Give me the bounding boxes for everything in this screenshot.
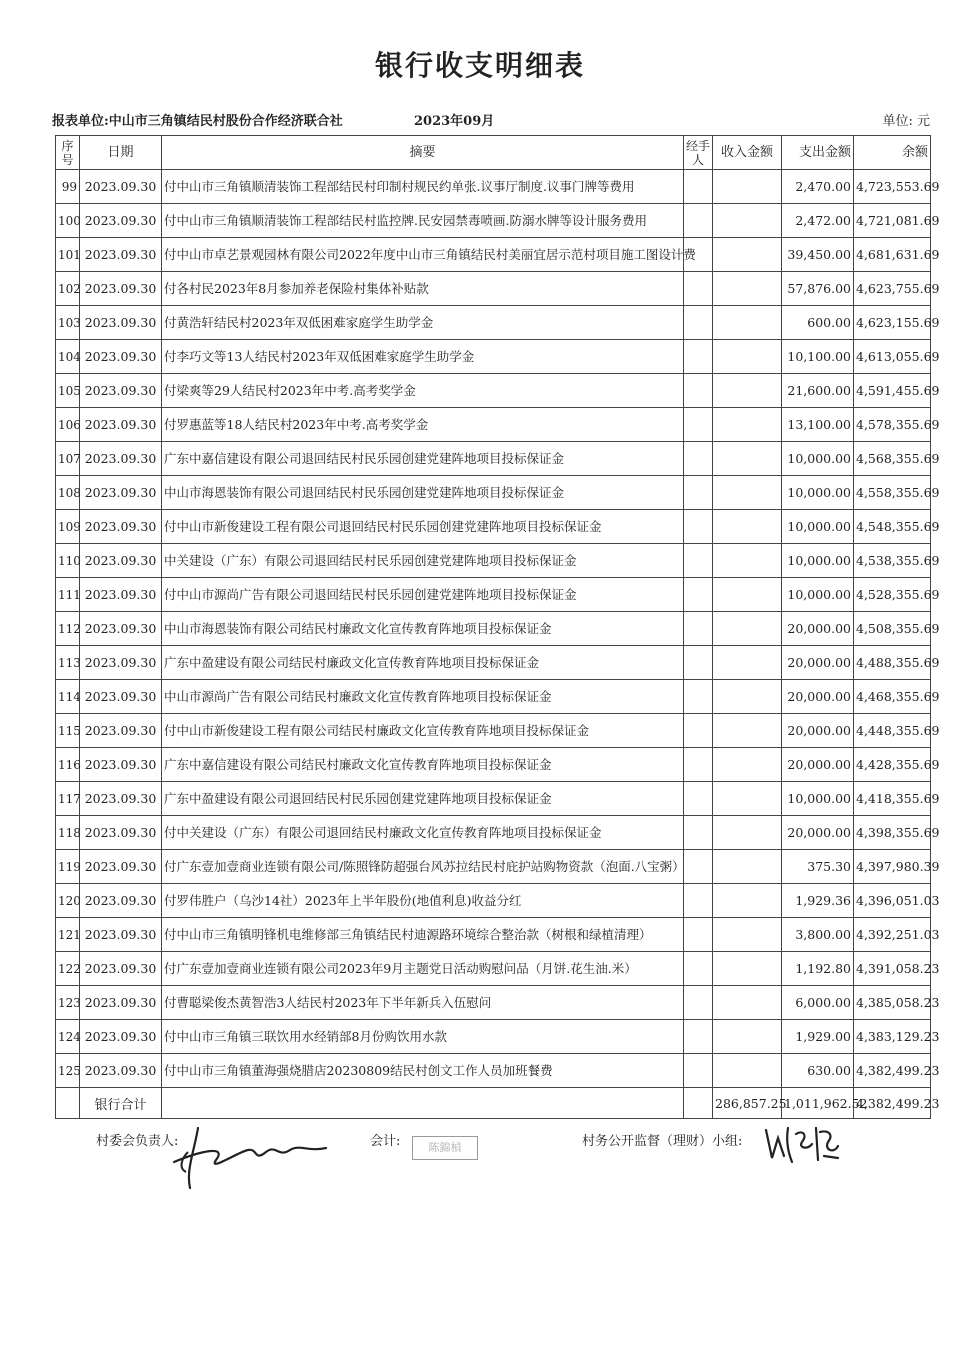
row-date: 2023.09.30 <box>80 340 162 374</box>
row-income <box>713 816 782 850</box>
row-date: 2023.09.30 <box>80 238 162 272</box>
row-seq: 110 <box>56 544 80 578</box>
row-expense: 630.00 <box>782 1054 854 1088</box>
table-row <box>56 170 931 204</box>
row-handler <box>684 850 713 884</box>
table-row <box>56 1054 931 1088</box>
row-date: 2023.09.30 <box>80 408 162 442</box>
row-expense: 1,929.36 <box>782 884 854 918</box>
row-date: 2023.09.30 <box>80 748 162 782</box>
row-income <box>713 884 782 918</box>
total-row <box>56 1088 931 1119</box>
row-balance: 4,385,058.23 <box>854 986 931 1020</box>
row-date: 2023.09.30 <box>80 884 162 918</box>
row-income <box>713 952 782 986</box>
table-row <box>56 306 931 340</box>
row-date: 2023.09.30 <box>80 578 162 612</box>
row-summary: 付中山市卓艺景观园林有限公司2022年度中山市三角镇结民村美丽宜居示范村项目施工图设计费 <box>162 238 684 272</box>
header-row <box>56 136 931 170</box>
row-summary: 付中山市三角镇顺清装饰工程部结民村监控牌.民安园禁毒喷画.防溺水牌等设计服务费用 <box>162 204 684 238</box>
row-expense: 600.00 <box>782 306 854 340</box>
row-date: 2023.09.30 <box>80 544 162 578</box>
row-expense: 1,929.00 <box>782 1020 854 1054</box>
row-income <box>713 612 782 646</box>
row-date: 2023.09.30 <box>80 646 162 680</box>
table-row <box>56 442 931 476</box>
row-date: 2023.09.30 <box>80 442 162 476</box>
table-row <box>56 646 931 680</box>
row-seq: 101 <box>56 238 80 272</box>
table-row <box>56 612 931 646</box>
row-expense: 375.30 <box>782 850 854 884</box>
row-expense: 10,000.00 <box>782 544 854 578</box>
table-row <box>56 952 931 986</box>
row-handler <box>684 884 713 918</box>
row-seq: 120 <box>56 884 80 918</box>
row-seq: 124 <box>56 1020 80 1054</box>
table-row <box>56 238 931 272</box>
row-balance: 4,568,355.69 <box>854 442 931 476</box>
row-expense: 6,000.00 <box>782 986 854 1020</box>
row-balance: 4,398,355.69 <box>854 816 931 850</box>
row-summary: 付罗惠蓝等18人结民村2023年中考.高考奖学金 <box>162 408 684 442</box>
row-seq: 103 <box>56 306 80 340</box>
table-row <box>56 986 931 1020</box>
row-income <box>713 374 782 408</box>
row-summary: 中山市海恩装饰有限公司退回结民村民乐园创建党建阵地项目投标保证金 <box>162 476 684 510</box>
total-handler-cell <box>684 1088 713 1119</box>
table-row <box>56 782 931 816</box>
row-date: 2023.09.30 <box>80 476 162 510</box>
total-income: 286,857.25 <box>713 1088 782 1119</box>
row-date: 2023.09.30 <box>80 204 162 238</box>
header-summary: 摘要 <box>162 136 684 170</box>
row-balance: 4,623,755.69 <box>854 272 931 306</box>
table-row <box>56 850 931 884</box>
row-handler <box>684 748 713 782</box>
row-expense: 10,000.00 <box>782 782 854 816</box>
row-balance: 4,723,553.69 <box>854 170 931 204</box>
row-expense: 10,000.00 <box>782 510 854 544</box>
header-date: 日期 <box>80 136 162 170</box>
row-handler <box>684 306 713 340</box>
row-seq: 125 <box>56 1054 80 1088</box>
row-income <box>713 272 782 306</box>
row-balance: 4,613,055.69 <box>854 340 931 374</box>
row-date: 2023.09.30 <box>80 1020 162 1054</box>
row-handler <box>684 612 713 646</box>
report-unit: 报表单位:中山市三角镇结民村股份合作经济联合社 <box>52 114 343 129</box>
row-summary: 付中山市三角镇董海强烧腊店20230809结民村创文工作人员加班餐费 <box>162 1054 684 1088</box>
row-summary: 付中山市三角镇顺清装饰工程部结民村印制村规民约单张.议事厅制度.议事门牌等费用 <box>162 170 684 204</box>
table-row <box>56 272 931 306</box>
table-row <box>56 884 931 918</box>
row-summary: 广东中盈建设有限公司退回结民村民乐园创建党建阵地项目投标保证金 <box>162 782 684 816</box>
header-balance: 余额 <box>854 136 931 170</box>
row-summary: 付中山市三角镇三联饮用水经销部8月份购饮用水款 <box>162 1020 684 1054</box>
header-handler: 经手人 <box>684 136 713 170</box>
row-handler <box>684 442 713 476</box>
row-seq: 99 <box>56 170 80 204</box>
row-seq: 118 <box>56 816 80 850</box>
row-summary: 中关建设（广东）有限公司退回结民村民乐园创建党建阵地项目投标保证金 <box>162 544 684 578</box>
table-row <box>56 816 931 850</box>
row-date: 2023.09.30 <box>80 680 162 714</box>
row-income <box>713 646 782 680</box>
row-seq: 113 <box>56 646 80 680</box>
row-handler <box>684 986 713 1020</box>
document-title: 银行收支明细表 <box>374 49 585 82</box>
row-balance: 4,391,058.23 <box>854 952 931 986</box>
row-expense: 13,100.00 <box>782 408 854 442</box>
row-handler <box>684 578 713 612</box>
row-seq: 108 <box>56 476 80 510</box>
row-balance: 4,382,499.23 <box>854 1054 931 1088</box>
row-expense: 10,000.00 <box>782 442 854 476</box>
row-income <box>713 238 782 272</box>
row-expense: 20,000.00 <box>782 714 854 748</box>
row-income <box>713 408 782 442</box>
row-summary: 付各村民2023年8月参加养老保险村集体补贴款 <box>162 272 684 306</box>
table-row <box>56 204 931 238</box>
row-handler <box>684 170 713 204</box>
row-expense: 21,600.00 <box>782 374 854 408</box>
row-summary: 付罗伟胜户（乌沙14社）2023年上半年股份(地值利息)收益分红 <box>162 884 684 918</box>
accountant-stamp: 陈錦楨 <box>412 1136 478 1160</box>
supervisor-signature-icon <box>762 1120 842 1168</box>
row-balance: 4,396,051.03 <box>854 884 931 918</box>
row-expense: 2,470.00 <box>782 170 854 204</box>
row-seq: 102 <box>56 272 80 306</box>
table-row <box>56 408 931 442</box>
row-income <box>713 986 782 1020</box>
table-row <box>56 374 931 408</box>
row-seq: 117 <box>56 782 80 816</box>
row-balance: 4,681,631.69 <box>854 238 931 272</box>
row-balance: 4,448,355.69 <box>854 714 931 748</box>
row-income <box>713 204 782 238</box>
row-seq: 112 <box>56 612 80 646</box>
row-expense: 10,000.00 <box>782 578 854 612</box>
row-date: 2023.09.30 <box>80 612 162 646</box>
row-expense: 20,000.00 <box>782 816 854 850</box>
row-balance: 4,383,129.23 <box>854 1020 931 1054</box>
row-summary: 付梁爽等29人结民村2023年中考.高考奖学金 <box>162 374 684 408</box>
row-handler <box>684 374 713 408</box>
row-summary: 付广东壹加壹商业连锁有限公司/陈照锋防超强台风苏拉结民村庇护站购物资款（泡面.八宝粥） <box>162 850 684 884</box>
row-income <box>713 918 782 952</box>
row-income <box>713 1054 782 1088</box>
row-handler <box>684 918 713 952</box>
row-handler <box>684 476 713 510</box>
row-income <box>713 170 782 204</box>
row-handler <box>684 1054 713 1088</box>
row-balance: 4,528,355.69 <box>854 578 931 612</box>
table-row <box>56 578 931 612</box>
village-head-signature-icon <box>168 1122 333 1192</box>
row-summary: 付中山市三角镇明锋机电维修部三角镇结民村迪源路环境综合整治款（树根和绿植清理） <box>162 918 684 952</box>
row-balance: 4,397,980.39 <box>854 850 931 884</box>
row-date: 2023.09.30 <box>80 714 162 748</box>
row-seq: 111 <box>56 578 80 612</box>
row-summary: 广东中嘉信建设有限公司退回结民村民乐园创建党建阵地项目投标保证金 <box>162 442 684 476</box>
row-balance: 4,488,355.69 <box>854 646 931 680</box>
total-label: 银行合计 <box>80 1088 162 1119</box>
table-row <box>56 714 931 748</box>
table-row <box>56 340 931 374</box>
row-income <box>713 578 782 612</box>
row-handler <box>684 816 713 850</box>
row-seq: 116 <box>56 748 80 782</box>
table-row <box>56 918 931 952</box>
row-handler <box>684 340 713 374</box>
header-income: 收入金额 <box>713 136 782 170</box>
row-date: 2023.09.30 <box>80 850 162 884</box>
row-income <box>713 340 782 374</box>
row-income <box>713 850 782 884</box>
row-date: 2023.09.30 <box>80 782 162 816</box>
row-expense: 57,876.00 <box>782 272 854 306</box>
row-seq: 104 <box>56 340 80 374</box>
row-income <box>713 544 782 578</box>
ledger-table <box>55 135 940 1119</box>
row-seq: 105 <box>56 374 80 408</box>
row-balance: 4,548,355.69 <box>854 510 931 544</box>
row-seq: 107 <box>56 442 80 476</box>
row-handler <box>684 272 713 306</box>
row-summary: 付中关建设（广东）有限公司退回结民村廉政文化宣传教育阵地项目投标保证金 <box>162 816 684 850</box>
row-summary: 付中山市新俊建设工程有限公司结民村廉政文化宣传教育阵地项目投标保证金 <box>162 714 684 748</box>
row-date: 2023.09.30 <box>80 918 162 952</box>
row-expense: 10,000.00 <box>782 476 854 510</box>
row-balance: 4,468,355.69 <box>854 680 931 714</box>
row-date: 2023.09.30 <box>80 272 162 306</box>
table-row <box>56 544 931 578</box>
row-handler <box>684 544 713 578</box>
row-balance: 4,508,355.69 <box>854 612 931 646</box>
row-date: 2023.09.30 <box>80 306 162 340</box>
table-row <box>56 510 931 544</box>
row-summary: 付广东壹加壹商业连锁有限公司2023年9月主题党日活动购慰问品（月饼.花生油.米） <box>162 952 684 986</box>
row-income <box>713 782 782 816</box>
row-handler <box>684 408 713 442</box>
row-income <box>713 748 782 782</box>
row-summary: 付李巧文等13人结民村2023年双低困难家庭学生助学金 <box>162 340 684 374</box>
table-row <box>56 476 931 510</box>
total-seq-cell <box>56 1088 80 1119</box>
table-row <box>56 748 931 782</box>
row-income <box>713 714 782 748</box>
row-date: 2023.09.30 <box>80 374 162 408</box>
row-income <box>713 476 782 510</box>
row-expense: 2,472.00 <box>782 204 854 238</box>
row-handler <box>684 714 713 748</box>
accountant-label: 会计: <box>370 1134 401 1149</box>
row-seq: 114 <box>56 680 80 714</box>
row-handler <box>684 680 713 714</box>
row-balance: 4,623,155.69 <box>854 306 931 340</box>
row-income <box>713 306 782 340</box>
row-expense: 20,000.00 <box>782 612 854 646</box>
total-summary-cell <box>162 1088 684 1119</box>
row-seq: 121 <box>56 918 80 952</box>
report-month: 2023年09月 <box>414 114 495 129</box>
row-date: 2023.09.30 <box>80 952 162 986</box>
row-expense: 3,800.00 <box>782 918 854 952</box>
row-income <box>713 442 782 476</box>
row-balance: 4,418,355.69 <box>854 782 931 816</box>
table-row <box>56 680 931 714</box>
row-handler <box>684 952 713 986</box>
row-seq: 109 <box>56 510 80 544</box>
total-balance: 4,382,499.23 <box>854 1088 931 1119</box>
total-expense: 1,011,962.52 <box>782 1088 854 1119</box>
row-summary: 付中山市新俊建设工程有限公司退回结民村民乐园创建党建阵地项目投标保证金 <box>162 510 684 544</box>
row-balance: 4,392,251.03 <box>854 918 931 952</box>
row-summary: 中山市源尚广告有限公司结民村廉政文化宣传教育阵地项目投标保证金 <box>162 680 684 714</box>
row-balance: 4,591,455.69 <box>854 374 931 408</box>
row-expense: 20,000.00 <box>782 680 854 714</box>
row-seq: 119 <box>56 850 80 884</box>
row-date: 2023.09.30 <box>80 1054 162 1088</box>
header-expense: 支出金额 <box>782 136 854 170</box>
row-balance: 4,538,355.69 <box>854 544 931 578</box>
row-income <box>713 680 782 714</box>
row-date: 2023.09.30 <box>80 170 162 204</box>
row-expense: 10,100.00 <box>782 340 854 374</box>
row-summary: 中山市海恩装饰有限公司结民村廉政文化宣传教育阵地项目投标保证金 <box>162 612 684 646</box>
row-summary: 广东中盈建设有限公司结民村廉政文化宣传教育阵地项目投标保证金 <box>162 646 684 680</box>
supervisor-label: 村务公开监督（理财）小组: <box>582 1134 743 1149</box>
row-date: 2023.09.30 <box>80 816 162 850</box>
row-handler <box>684 204 713 238</box>
row-summary: 广东中嘉信建设有限公司结民村廉政文化宣传教育阵地项目投标保证金 <box>162 748 684 782</box>
row-summary: 付曹聪梁俊杰黄智浩3人结民村2023年下半年新兵入伍慰问 <box>162 986 684 1020</box>
row-income <box>713 510 782 544</box>
row-handler <box>684 782 713 816</box>
row-handler <box>684 510 713 544</box>
row-expense: 20,000.00 <box>782 748 854 782</box>
row-expense: 20,000.00 <box>782 646 854 680</box>
row-handler <box>684 646 713 680</box>
row-seq: 100 <box>56 204 80 238</box>
row-seq: 106 <box>56 408 80 442</box>
row-expense: 1,192.80 <box>782 952 854 986</box>
row-balance: 4,578,355.69 <box>854 408 931 442</box>
row-summary: 付中山市源尚广告有限公司退回结民村民乐园创建党建阵地项目投标保证金 <box>162 578 684 612</box>
row-date: 2023.09.30 <box>80 986 162 1020</box>
row-income <box>713 1020 782 1054</box>
row-balance: 4,558,355.69 <box>854 476 931 510</box>
row-seq: 122 <box>56 952 80 986</box>
village-head-label: 村委会负责人: <box>96 1134 179 1149</box>
row-seq: 123 <box>56 986 80 1020</box>
row-expense: 39,450.00 <box>782 238 854 272</box>
row-date: 2023.09.30 <box>80 510 162 544</box>
row-handler <box>684 1020 713 1054</box>
currency-unit: 单位: 元 <box>882 114 930 129</box>
header-seq: 序号 <box>56 136 80 170</box>
row-seq: 115 <box>56 714 80 748</box>
row-balance: 4,721,081.69 <box>854 204 931 238</box>
row-summary: 付黄浩轩结民村2023年双低困难家庭学生助学金 <box>162 306 684 340</box>
row-balance: 4,428,355.69 <box>854 748 931 782</box>
table-row <box>56 1020 931 1054</box>
